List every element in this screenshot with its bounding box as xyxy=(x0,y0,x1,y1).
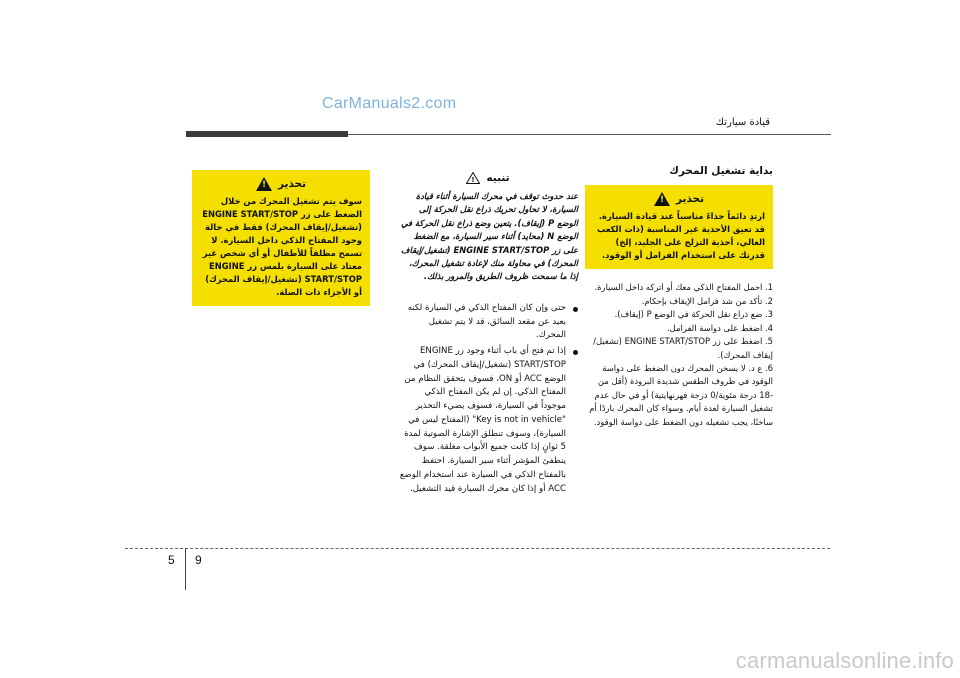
bullet-dot xyxy=(573,307,578,312)
warning-title: تحذير xyxy=(675,193,705,205)
section-title: بداية تشغيل المحرك xyxy=(669,165,773,177)
page-number: 9 xyxy=(195,553,202,567)
page-header-title: قيادة سيارتك xyxy=(715,117,770,128)
warning-box-left xyxy=(192,170,370,306)
caution-icon xyxy=(466,172,480,184)
bullet-list xyxy=(398,302,578,497)
warning-title-left: تحذير xyxy=(277,178,307,190)
svg-text:!: ! xyxy=(471,176,476,185)
step-item: 3. ضع ذراع نقل الحركة في الوضع P (إيقاف). xyxy=(614,309,773,320)
top-watermark: CarManuals2.com xyxy=(322,95,457,112)
warning-text-left: سوف يتم تشغيل المحرك من خلال الضغط على زر ENGINE START/STOP (تشغيل/إيقاف المحرك) فقط في حالة وجود المفتاح الذكي داخل السيارة. لا تسمح مطلقاً للأطفال أو أي شخص غير معتاد على السيارة بلمس زر ENGINE START/STOP (تشغيل/إيقاف المحرك) أو الأجزاء ذات الصلة. xyxy=(202,196,362,298)
page-section: 5 xyxy=(168,553,175,567)
warning-heading-left xyxy=(200,176,362,192)
step-item: 5. اضغط على زر ENGINE START/STOP (تشغيل/إيقاف المحرك). xyxy=(593,336,773,360)
step-item: 6. ع د. لا يسخن المحرك دون الضغط على دواسة الوقود في ظروف الطقس شديدة البرودة (أقل من -18 درجة مئوية/0 درجة فهرنهايتية) أو في حال عدم تشغيل السيارة لعدة أيام. وسواء كان المحرك باردًا أم ساخنًا، يجب تشغيله دون الضغط على دواسة الوقود. xyxy=(589,362,773,427)
bottom-watermark: carmanualsonline.info xyxy=(735,648,954,673)
bullet-item xyxy=(398,345,578,496)
warning-heading xyxy=(593,191,765,207)
warning-text: ارتدِ دائماً حذاءً مناسباً عند قيادة السيارة. قد تعيق الأحذية غير المناسبة (ذات الكعب العالي، أحذية التزلج على الجليد، إلخ) قدرتك على استخدام الفرامل أو الوقود. xyxy=(596,211,765,261)
caution-title: تنبيه xyxy=(486,172,510,184)
bullet-text: حتى وإن كان المفتاح الذكي في السيارة لكنه بعيد عن مقعد السائق، قد لا يتم تشغيل المحرك. xyxy=(407,302,566,341)
header-rule-thick xyxy=(186,131,348,137)
step-item: 2. تأكد من شد فرامل الإيقاف بإحكام. xyxy=(641,295,773,306)
bullet-text: إذا تم فتح أي باب أثناء وجود زر ENGINE START/STOP (تشغيل/إيقاف المحرك) في الوضع ACC أو ON، فسوف يتحقق النظام من المفتاح الذكي. إن لم يكن المفتاح الذكي موجوداً في السيارة، فسوف يضيء التحذير "Key is not in vehicle" (المفتاح ليس في السيارة)، وسوف تنطلق الإشارة الصوتية لمدة 5 ثوانٍ إذا كانت جميع الأبواب مغلقة. سوف ينطفئ المؤشر أثناء سير السيارة. احتفظ بالمفتاح الذكي في السيارة عند استخدام الوضع ACC أو إذا كان محرك السيارة قيد التشغيل. xyxy=(399,346,566,494)
warning-icon xyxy=(654,192,670,206)
warning-icon xyxy=(256,177,272,191)
caution-text: عند حدوث توقف في محرك السيارة أثناء قيادة السيارة، لا تحاول تحريك ذراع نقل الحركة إلى الوضع P (إيقاف). يتعين وضع ذراع نقل الحركة في الوضع N (محايد) أثناء سير السيارة، مع الضغط على زر ENGINE START/STOP (تشغيل/إيقاف المحرك) في محاولة منك لإعادة تشغيل المحرك، إذا ما سمحت ظروف الطريق والمرور بذلك. xyxy=(400,190,578,282)
step-item: 4. اضغط على دواسة الفرامل. xyxy=(667,322,773,333)
warning-box xyxy=(585,185,773,269)
step-item: 1. احمل المفتاح الذكي معك أو اتركه داخل السيارة. xyxy=(594,282,773,293)
caution-heading xyxy=(398,170,578,187)
right-column xyxy=(585,165,773,429)
caution-box xyxy=(398,170,578,284)
footer-rule xyxy=(125,548,830,549)
steps-list xyxy=(585,281,773,429)
bullet-item xyxy=(398,302,578,343)
page-divider xyxy=(185,548,186,590)
left-column xyxy=(192,170,370,306)
bullet-dot xyxy=(573,350,578,355)
middle-column xyxy=(398,170,578,498)
